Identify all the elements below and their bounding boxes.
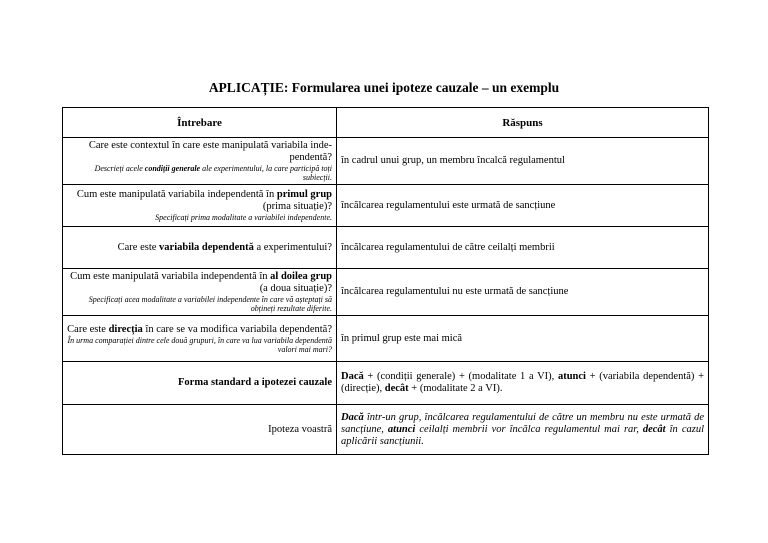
question-cell — [63, 227, 337, 269]
question-text: Care este contextul în care este manipulată variabila inde-pendentă? — [88, 140, 332, 163]
header-answer: Răspuns — [337, 108, 709, 138]
standard-label: Forma standard a ipotezei cauzale — [63, 362, 337, 405]
question-text: Cum este manipulată variabila independentă în primul grup (prima situație)? — [76, 189, 332, 212]
question-cell — [63, 138, 337, 185]
question-cell — [63, 269, 337, 316]
table-header-row — [63, 108, 709, 138]
question-hint: Specificați prima modalitate a variabilei independente. — [155, 213, 332, 222]
table-row — [63, 269, 709, 316]
question-cell — [63, 316, 337, 362]
table-row — [63, 227, 709, 269]
hypothesis-table — [62, 107, 709, 455]
answer-cell: în cadrul unui grup, un membru încalcă regulamentul — [337, 138, 709, 185]
answer-cell: în primul grup este mai mică — [337, 316, 709, 362]
answer-cell: încălcarea regulamentului este urmată de sancțiune — [337, 185, 709, 227]
answer-cell: încălcarea regulamentului nu este urmată de sancțiune — [337, 269, 709, 316]
standard-answer: Dacă + (condiții generale) + (modalitate 1 a VI), atunci + (variabila dependentă) + (direcție), decât + (modalitate 2 a VI). — [337, 362, 709, 405]
table-row — [63, 138, 709, 185]
table-row — [63, 316, 709, 362]
yours-answer: Dacă într-un grup, încălcarea regulamentului de către un membru nu este urmată de sancțiune, atunci ceilalți membrii vor încălca regulamentul mai rar, decât în cazul aplicării sancțiunii. — [337, 405, 709, 455]
table-row-standard — [63, 362, 709, 405]
yours-label: Ipoteza voastră — [63, 405, 337, 455]
question-hint: Specificați acea modalitate a variabilei independente în care vă așteptați să obțineți rezultate diferite. — [88, 295, 332, 313]
question-text: Care este variabila dependentă a experimentului? — [117, 241, 332, 253]
answer-cell: încălcarea regulamentului de către ceilalți membrii — [337, 227, 709, 269]
table-row — [63, 185, 709, 227]
table-row-yours — [63, 405, 709, 455]
question-text: Care este direcția în care se va modifica variabila dependentă? — [67, 323, 332, 335]
question-hint: Descrieți acele condiții generale ale experimentului, la care participă toți subiecții. — [94, 164, 332, 182]
question-text: Cum este manipulată variabila independentă în al doilea grup (a doua situație)? — [70, 271, 332, 294]
question-hint: În urma comparației dintre cele două grupuri, în care va lua variabila dependentă valori mai mari? — [67, 335, 332, 354]
header-question: Întrebare — [63, 108, 337, 138]
page-title: APLICAȚIE: Formularea unei ipoteze cauzale – un exemplu — [208, 80, 560, 95]
question-cell — [63, 185, 337, 227]
